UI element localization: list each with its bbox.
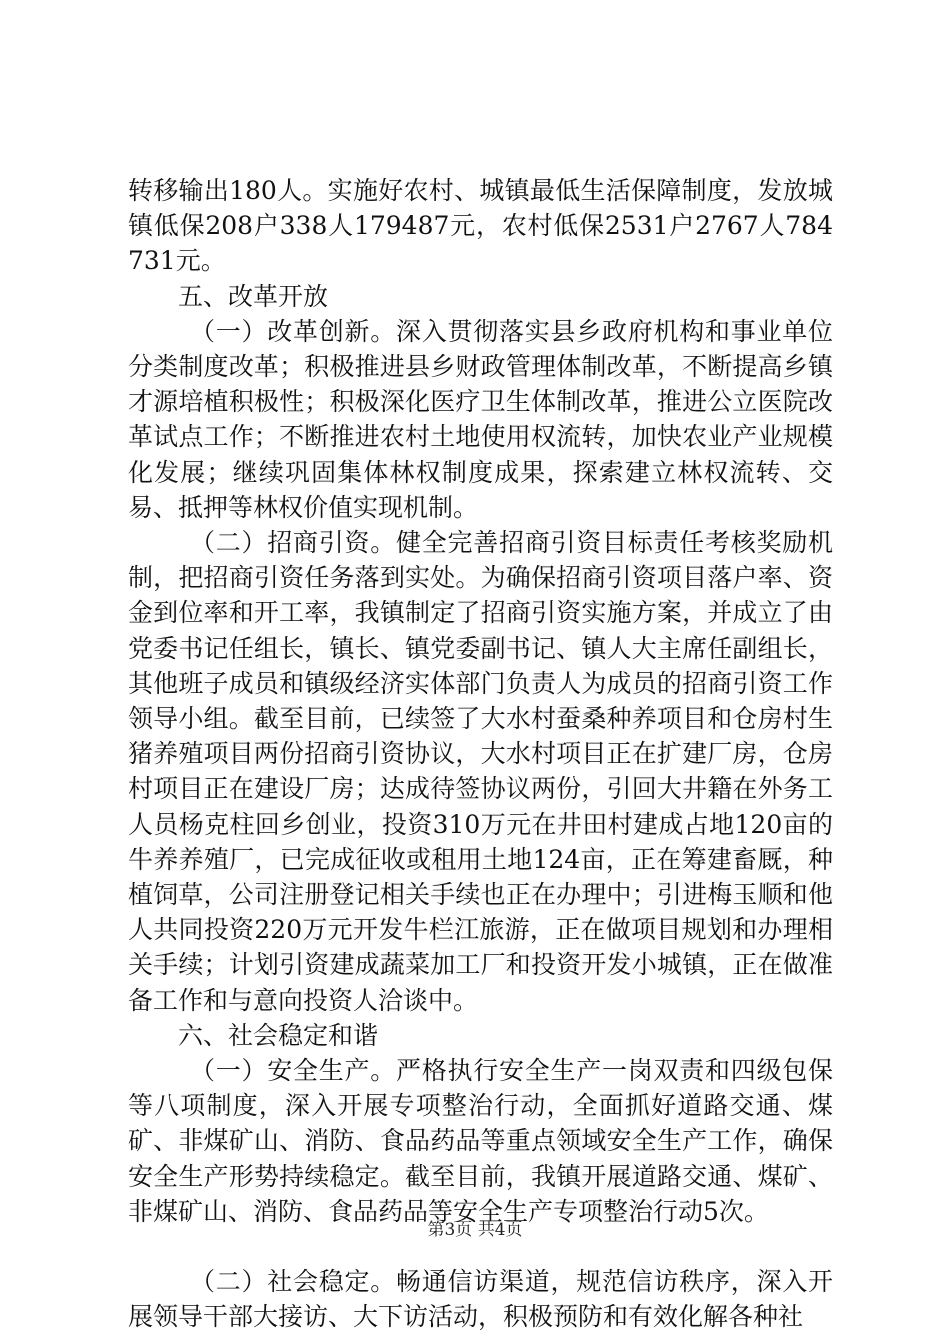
document-body [128,173,833,1335]
paragraph-social-stability: （二）社会稳定。畅通信访渠道，规范信访秩序，深入开展领导干部大接访、大下访活动，积极预防和有效化解各种社 [128,1267,833,1332]
paragraph-safety-production: （一）安全生产。严格执行安全生产一岗双责和四级包保等八项制度，深入开展专项整治行动，全面抓好道路交通、煤矿、非煤矿山、消防、食品药品等重点领域安全生产工作，确保安全生产形势持续稳定。截至目前，我镇开展道路交通、煤矿、非煤矿山、消防、食品药品等安全生产专项整治行动5次。 [128,1056,833,1226]
page-number-footer: 第3页 共4页 [427,1220,523,1240]
paragraph-reform-innovation: （一）改革创新。深入贯彻落实县乡政府机构和事业单位分类制度改革；积极推进县乡财政管理体制改革，不断提高乡镇才源培植积极性；积极深化医疗卫生体制改革，推进公立医院改革试点工作；不断推进农村土地使用权流转，加快农业产业规模化发展；继续巩固集体林权制度成果，探索建立林权流转、交易、抵押等林权价值实现机制。 [128,316,833,522]
section-heading-reform: 五、改革开放 [178,281,329,311]
paragraph-investment-attraction: （二）招商引资。健全完善招商引资目标责任考核奖励机制，把招商引资任务落到实处。为确保招商引资项目落户率、资金到位率和开工率，我镇制定了招商引资实施方案，并成立了由党委书记任组长，镇长、镇党委副书记、镇人大主席任副组长，其他班子成员和镇级经济实体部门负责人为成员的招商引资工作领导小组。截至目前，已续签了大水村蚕桑种养项目和仓房村生猪养殖项目两份招商引资协议，大水村项目正在扩建厂房，仓房村项目正在建设厂房；达成待签协议两份，引回大井籍在外务工人员杨克柱回乡创业，投资310万元在井田村建成占地120亩的牛养养殖厂，已完成征收或租用土地124亩，正在筹建畜厩，种植饲草，公司注册登记相关手续也正在办理中；引进梅玉顺和他人共同投资220万元开发牛栏江旅游，正在做项目规划和办理相关手续；计划引资建成蔬菜加工厂和投资开发小城镇，正在做准备工作和与意向投资人洽谈中。 [128,528,833,1015]
paragraph-low-income-support: 转移输出180人。实施好农村、城镇最低生活保障制度，发放城镇低保208户338人179487元，农村低保2531户2767人784731元。 [128,176,833,276]
section-heading-social-stability: 六、社会稳定和谐 [178,1020,379,1050]
